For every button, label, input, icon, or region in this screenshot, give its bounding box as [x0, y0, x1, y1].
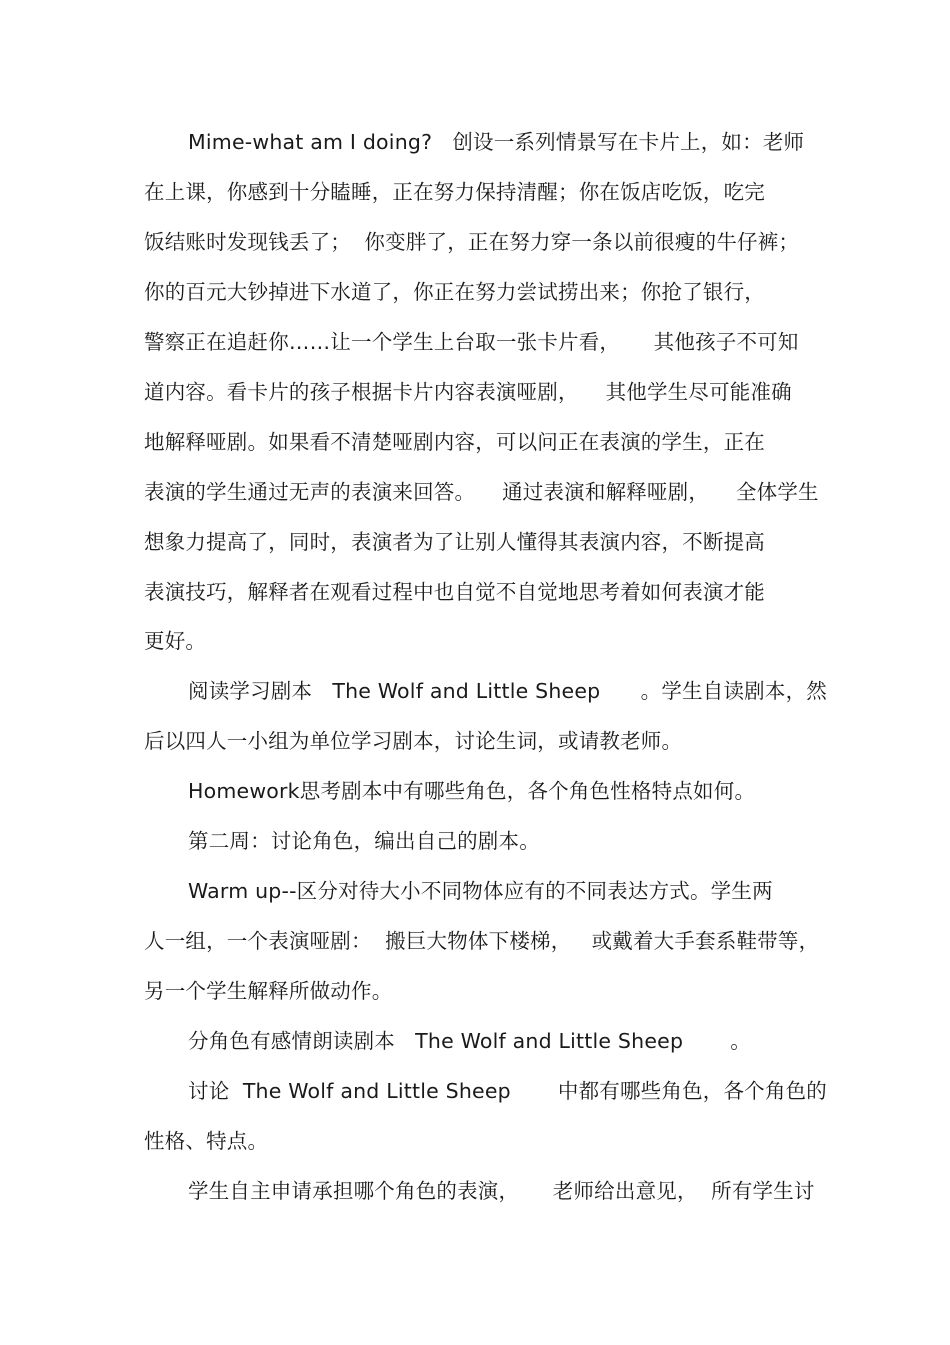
text-line: Homework思考剧本中有哪些角色，各个角色性格特点如何。 — [188, 779, 756, 803]
text-line: 阅读学习剧本 The Wolf and Little Sheep 。学生自读剧本，然 — [188, 679, 827, 703]
text-line: 表演的学生通过无声的表演来回答。 通过表演和解释哑剧， 全体学生 — [144, 480, 819, 504]
text-line: 更好。 — [144, 629, 207, 653]
text-line: 你的百元大钞掉进下水道了，你正在努力尝试捞出来；你抢了银行， — [144, 280, 765, 304]
text-line: 后以四人一小组为单位学习剧本，讨论生词，或请教老师。 — [144, 729, 683, 753]
text-line: Mime-what am I doing? 创设一系列情景写在卡片上，如：老师 — [188, 130, 805, 154]
text-line: 地解释哑剧。如果看不清楚哑剧内容，可以问正在表演的学生，正在 — [144, 430, 765, 454]
text-line: 表演技巧，解释者在观看过程中也自觉不自觉地思考着如何表演才能 — [144, 580, 765, 604]
text-line: 性格、特点。 — [144, 1129, 269, 1153]
text-line: 讨论 The Wolf and Little Sheep 中都有哪些角色，各个角色的 — [188, 1079, 827, 1103]
text-line: 第二周：讨论角色，编出自己的剧本。 — [188, 829, 540, 853]
text-line: 道内容。看卡片的孩子根据卡片内容表演哑剧， 其他学生尽可能准确 — [144, 380, 792, 404]
text-line: 人一组，一个表演哑剧： 搬巨大物体下楼梯， 或戴着大手套系鞋带等， — [144, 929, 820, 953]
text-line: 在上课，你感到十分瞌睡，正在努力保持清醒；你在饭店吃饭，吃完 — [144, 180, 765, 204]
text-line: 分角色有感情朗读剧本 The Wolf and Little Sheep 。 — [188, 1029, 751, 1053]
text-line: Warm up--区分对待大小不同物体应有的不同表达方式。学生两 — [188, 879, 773, 903]
text-line: 饭结账时发现钱丢了； 你变胖了，正在努力穿一条以前很瘦的牛仔裤； — [144, 230, 800, 254]
text-line: 学生自主申请承担哪个角色的表演， 老师给出意见， 所有学生讨 — [188, 1179, 815, 1203]
text-line: 警察正在追赶你……让一个学生上台取一张卡片看， 其他孩子不可知 — [144, 330, 799, 354]
text-line: 想象力提高了，同时，表演者为了让别人懂得其表演内容，不断提高 — [144, 530, 765, 554]
text-line: 另一个学生解释所做动作。 — [144, 979, 393, 1003]
